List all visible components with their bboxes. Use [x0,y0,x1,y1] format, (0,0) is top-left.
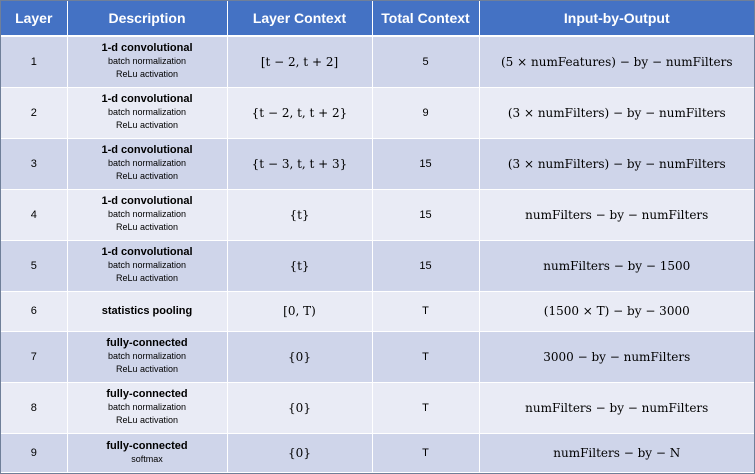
layer-table [1,1,754,473]
total-context-cell: 9 [372,87,479,138]
layer-context-cell: [t − 2, t + 2] [227,36,372,87]
total-context-cell: 5 [372,36,479,87]
table-row [1,433,754,472]
total-context-cell: T [372,291,479,331]
description-detail: ReLu activation [115,415,179,425]
description-title: statistics pooling [101,304,193,317]
total-context-cell: T [372,433,479,472]
description-cell [67,240,227,291]
input-by-output-cell: (3 × numFilters) − by − numFilters [479,138,754,189]
total-context-cell: T [372,331,479,382]
table-row [1,291,754,331]
description-detail: batch normalization [107,158,187,168]
description-detail: batch normalization [107,260,187,270]
layer-context-cell: {0} [227,433,372,472]
description-cell [67,331,227,382]
description-title: 1-d convolutional [101,42,193,55]
layer-cell: 8 [1,382,67,433]
layer-cell: 7 [1,331,67,382]
table-row [1,87,754,138]
header-description: Description [67,1,227,36]
layer-cell: 2 [1,87,67,138]
input-by-output-cell: numFilters − by − numFilters [479,382,754,433]
layer-cell: 4 [1,189,67,240]
description-detail: softmax [131,453,163,464]
layer-context-cell: {0} [227,382,372,433]
layer-context-cell: {t} [227,189,372,240]
layer-cell: 1 [1,36,67,87]
description-detail: ReLu activation [115,273,179,283]
description-cell [67,291,227,331]
layer-context-cell: {0} [227,331,372,382]
input-by-output-cell: 3000 − by − numFilters [479,331,754,382]
description-title: fully-connected [106,439,188,452]
description-detail: batch normalization [107,56,187,67]
input-by-output-cell: numFilters − by − numFilters [479,189,754,240]
description-title: 1-d convolutional [101,195,193,207]
description-title: 1-d convolutional [101,246,193,258]
description-detail: ReLu activation [115,171,179,181]
table-row [1,240,754,291]
input-by-output-cell: numFilters − by − 1500 [479,240,754,291]
description-detail: ReLu activation [115,364,179,374]
layer-context-cell: {t} [227,240,372,291]
table-row [1,138,754,189]
total-context-cell: 15 [372,189,479,240]
layer-cell: 3 [1,138,67,189]
description-detail: batch normalization [107,107,187,117]
table-row [1,331,754,382]
description-detail: batch normalization [107,351,187,361]
layer-cell: 6 [1,291,67,331]
description-cell [67,433,227,472]
description-cell [67,382,227,433]
total-context-cell: T [372,382,479,433]
total-context-cell: 15 [372,138,479,189]
input-by-output-cell: (5 × numFeatures) − by − numFilters [479,36,754,87]
input-by-output-cell: (3 × numFilters) − by − numFilters [479,87,754,138]
layer-context-cell: {t − 3, t, t + 3} [227,138,372,189]
table-body [1,36,754,472]
description-detail: batch normalization [107,209,187,219]
table-row [1,36,754,87]
table-row [1,189,754,240]
header-row [1,1,754,36]
layer-cell: 9 [1,433,67,472]
description-title: fully-connected [106,388,188,400]
description-title: 1-d convolutional [101,144,193,156]
description-detail: batch normalization [107,402,187,412]
layer-cell: 5 [1,240,67,291]
description-detail: ReLu activation [115,69,179,80]
description-cell [67,36,227,87]
description-title: 1-d convolutional [101,93,193,105]
layer-context-cell: {t − 2, t, t + 2} [227,87,372,138]
header-input-by-output: Input-by-Output [479,1,754,36]
description-cell [67,87,227,138]
description-cell [67,189,227,240]
table-row [1,382,754,433]
description-detail: ReLu activation [115,222,179,232]
description-cell [67,138,227,189]
input-by-output-cell: (1500 × T) − by − 3000 [479,291,754,331]
header-total-context: Total Context [372,1,479,36]
layer-context-cell: [0, T) [227,291,372,331]
description-title: fully-connected [106,337,188,349]
header-layer: Layer [1,1,67,36]
input-by-output-cell: numFilters − by − N [479,433,754,472]
description-detail: ReLu activation [115,120,179,130]
header-layer-context: Layer Context [227,1,372,36]
total-context-cell: 15 [372,240,479,291]
